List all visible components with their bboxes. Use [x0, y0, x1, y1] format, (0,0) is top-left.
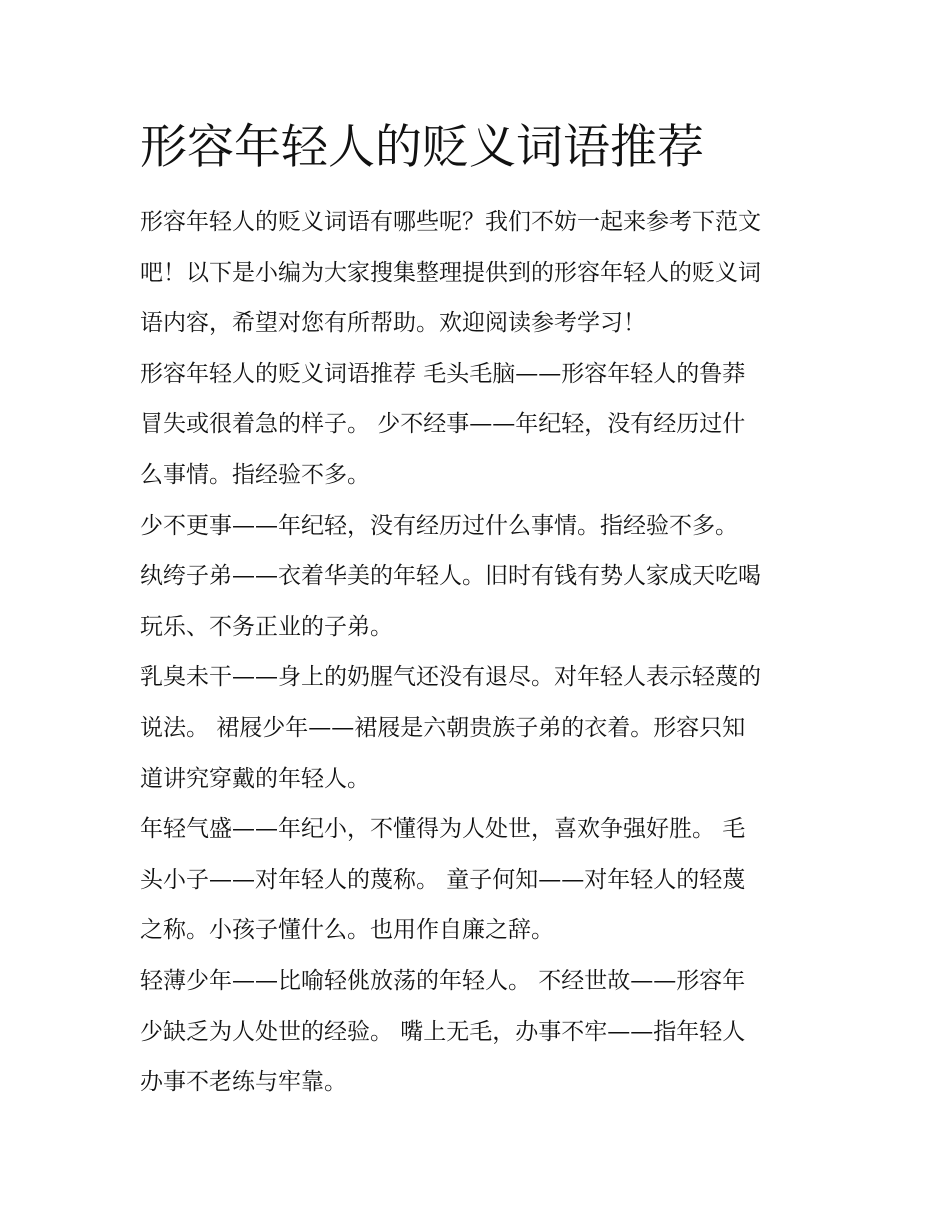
body-line-1: 形容年轻人的贬义词语有哪些呢？我们不妨一起来参考下范文: [140, 209, 761, 235]
body-line-6: 么事情。指经验不多。: [140, 461, 370, 488]
body-line-9: 玩乐、不务正业的子弟。: [140, 613, 393, 640]
document-title: 形容年轻人的贬义词语推荐: [140, 120, 704, 175]
body-line-15: 之称。小孩子懂什么。也用作自廉之辞。: [140, 917, 554, 944]
body-line-11: 说法。 裙屐少年——裙屐是六朝贵族子弟的衣着。形容只知: [140, 714, 746, 741]
body-line-5: 冒失或很着急的样子。 少不经事——年纪轻，没有经历过什: [140, 411, 746, 438]
body-line-2: 吧！以下是小编为大家搜集整理提供到的形容年轻人的贬义词: [140, 259, 761, 286]
body-line-7: 少不更事——年纪轻，没有经历过什么事情。指经验不多。: [140, 512, 738, 539]
body-line-18: 办事不老练与牢靠。: [140, 1069, 347, 1096]
document-body: [140, 197, 840, 1108]
body-line-17: 少缺乏为人处世的经验。 嘴上无毛，办事不牢——指年轻人: [140, 1018, 746, 1045]
body-line-14: 头小子——对年轻人的蔑称。 童子何知——对年轻人的轻蔑: [140, 866, 746, 893]
body-line-10: 乳臭未干——身上的奶腥气还没有退尽。对年轻人表示轻蔑的: [140, 664, 761, 691]
body-line-13: 年轻气盛——年纪小，不懂得为人处世，喜欢争强好胜。 毛: [140, 816, 746, 843]
body-line-12: 道讲究穿戴的年轻人。: [140, 765, 370, 792]
body-line-16: 轻薄少年——比喻轻佻放荡的年轻人。 不经世故——形容年: [140, 967, 746, 994]
body-line-3: 语内容，希望对您有所帮助。欢迎阅读参考学习！: [140, 310, 646, 337]
body-line-8: 纨绔子弟——衣着华美的年轻人。旧时有钱有势人家成天吃喝: [140, 563, 761, 590]
body-line-4: 形容年轻人的贬义词语推荐 毛头毛脑——形容年轻人的鲁莽: [140, 360, 746, 387]
